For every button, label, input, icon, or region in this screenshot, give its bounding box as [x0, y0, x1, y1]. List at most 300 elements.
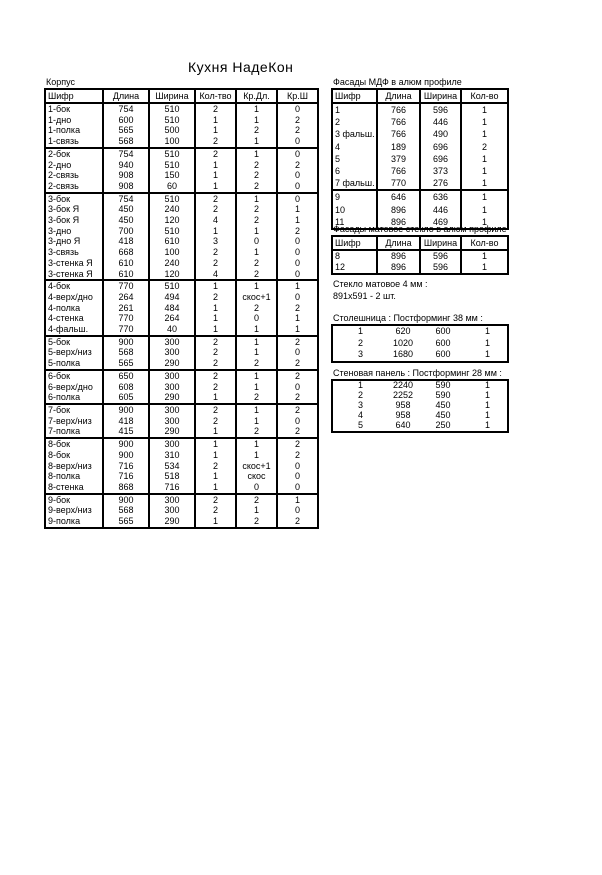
cell: 0: [277, 193, 318, 205]
table-row: [45, 160, 318, 171]
cell: 1: [484, 400, 490, 410]
cell: 1: [195, 226, 236, 237]
cell: 4: [195, 215, 236, 226]
cell: 1: [236, 280, 277, 292]
cell: 4-верх/дно: [48, 291, 93, 302]
cell: 510: [149, 103, 195, 115]
cell: 716: [103, 471, 149, 482]
table-row: [45, 170, 318, 181]
cell: 6-верх/дно: [48, 381, 93, 392]
table-row: [45, 505, 318, 516]
table-row: [332, 421, 508, 432]
cell: 1: [236, 404, 277, 416]
cell: 1: [195, 516, 236, 528]
cell: 770: [377, 177, 420, 190]
table-row: [332, 116, 508, 128]
cell: 2: [195, 461, 236, 472]
mdf-facades-label: Фасады МДФ в алюм профиле: [333, 77, 462, 87]
cell: 1020: [392, 337, 414, 348]
table-row: [45, 404, 318, 416]
cell: 2: [195, 370, 236, 382]
cell: 754: [103, 193, 149, 205]
cell: 770: [103, 313, 149, 324]
cell: 1: [461, 116, 508, 128]
cell: 640: [395, 420, 411, 430]
table-row: [45, 358, 318, 370]
cell: 565: [103, 516, 149, 528]
cell: 0: [277, 471, 318, 482]
column-header: Кол-во: [461, 89, 508, 103]
cell: 1: [277, 313, 318, 324]
cell: 766: [377, 116, 420, 128]
cell: 600: [103, 115, 149, 126]
cell: 300: [149, 505, 195, 516]
column-header: Длина: [377, 89, 420, 103]
cell: 2: [236, 358, 277, 370]
cell: 2: [277, 226, 318, 237]
cell: 510: [149, 160, 195, 171]
cell: 900: [103, 494, 149, 506]
cell: 600: [435, 349, 451, 359]
table-row: [45, 215, 318, 226]
table-row: [45, 292, 318, 303]
cell: 2: [195, 494, 236, 506]
cell: 1: [236, 450, 277, 461]
cell: 0: [277, 103, 318, 115]
column-header: Длина: [377, 236, 420, 250]
table-row: [332, 338, 508, 350]
cell: 300: [149, 416, 195, 427]
cell: 2: [277, 450, 318, 461]
cell: 596: [420, 250, 461, 262]
cell: 2: [195, 204, 236, 215]
cell: 418: [103, 236, 149, 247]
cell: 1: [335, 105, 341, 115]
cell: 1: [195, 170, 236, 181]
cell: 8-полка: [48, 471, 81, 482]
countertop-label: Столешница : Постформинг 38 мм :: [333, 313, 483, 323]
cell: 2: [195, 193, 236, 205]
cell: 0: [236, 482, 277, 494]
cell: 2: [236, 181, 277, 193]
cell: 264: [149, 313, 195, 324]
cell: 2-связь: [48, 170, 79, 181]
cell: 1: [195, 115, 236, 126]
cell: 2: [277, 516, 318, 528]
cell: 754: [103, 148, 149, 160]
cell: 605: [103, 392, 149, 404]
cell: 716: [149, 482, 195, 494]
cell: 300: [149, 438, 195, 450]
cell: 2: [195, 258, 236, 269]
table-row: [45, 471, 318, 482]
cell: 2: [195, 382, 236, 393]
cell: 900: [103, 336, 149, 348]
cell: 610: [103, 258, 149, 269]
cell: 2-бок: [45, 148, 103, 160]
cell: 484: [149, 303, 195, 314]
cell: 2: [236, 494, 277, 506]
cell: 534: [149, 461, 195, 472]
countertop-table: [331, 324, 509, 363]
cell: 1: [195, 426, 236, 438]
cell: 1: [461, 103, 508, 116]
cell: 5-полка: [48, 358, 81, 369]
cell: 7-полка: [48, 426, 81, 437]
cell: 896: [377, 250, 420, 262]
cell: 510: [149, 193, 195, 205]
cell: 3-дно: [48, 225, 72, 236]
cell: скос: [236, 471, 277, 482]
wall-panel-label: Стеновая панель : Постформинг 28 мм :: [333, 368, 502, 378]
cell: 1: [195, 438, 236, 450]
cell: 1: [195, 450, 236, 461]
cell: 868: [103, 482, 149, 494]
table-row: [332, 103, 508, 116]
cell: 2: [277, 125, 318, 136]
cell: 0: [277, 170, 318, 181]
cell: скос+1: [236, 461, 277, 472]
table-row: [45, 115, 318, 126]
table-row: [332, 401, 508, 411]
cell: 600: [435, 337, 451, 348]
cell: 4-фальш.: [48, 324, 89, 335]
column-header: Шифр: [335, 238, 361, 248]
cell: 2: [195, 347, 236, 358]
cell: 4-бок: [45, 280, 103, 292]
cell: 1: [277, 204, 318, 215]
cell: 1: [195, 482, 236, 494]
cell: 0: [277, 461, 318, 472]
cell: 450: [103, 204, 149, 215]
column-header: Шифр: [335, 91, 361, 101]
cell: 0: [236, 313, 277, 324]
cell: 2: [461, 141, 508, 153]
cell: 3-дно Я: [48, 236, 81, 247]
cell: 6-бок: [45, 370, 103, 382]
cell: 0: [277, 247, 318, 258]
cell: 1: [277, 324, 318, 336]
cell: 1-бок: [48, 104, 71, 114]
cell: 2: [195, 292, 236, 303]
cell: 2: [195, 416, 236, 427]
cell: 596: [420, 103, 461, 116]
cell: 1: [236, 505, 277, 516]
cell: 1: [195, 125, 236, 136]
cell: 240: [149, 258, 195, 269]
glass-note-line1: Стекло матовое 4 мм :: [333, 279, 428, 289]
cell: 8-верх/низ: [48, 460, 92, 471]
cell: 1: [277, 280, 318, 292]
cell: 6-полка: [48, 392, 81, 403]
cell: 1: [195, 280, 236, 292]
cell: 908: [103, 181, 149, 193]
cell: 0: [277, 416, 318, 427]
cell: 240: [149, 204, 195, 215]
cell: 1: [236, 370, 277, 382]
cell: 0: [277, 258, 318, 269]
cell: 5-верх/низ: [48, 347, 92, 358]
cell: 1: [461, 165, 508, 177]
cell: 0: [277, 269, 318, 281]
cell: 1: [236, 247, 277, 258]
cell: 3: [195, 236, 236, 247]
cell: 0: [236, 236, 277, 247]
cell: 3: [357, 400, 363, 410]
korpus-table: [44, 88, 319, 529]
cell: 518: [149, 471, 195, 482]
cell: 189: [377, 141, 420, 153]
column-header: Ширина: [420, 236, 461, 250]
cell: 2: [236, 392, 277, 404]
cell: 8-бок: [48, 449, 71, 460]
cell: 2: [195, 247, 236, 258]
cell: 2: [195, 358, 236, 370]
cell: 2: [195, 103, 236, 115]
cell: 766: [377, 103, 420, 116]
cell: 754: [103, 103, 149, 115]
cell: 896: [377, 216, 420, 229]
cell: 9-бок: [45, 494, 103, 506]
wall-panel-table: [331, 379, 509, 433]
cell: скос+1: [236, 292, 277, 303]
cell: 2: [277, 115, 318, 126]
cell: 0: [277, 482, 318, 494]
table-row: [45, 416, 318, 427]
column-header: Ширина: [149, 89, 195, 103]
table-row: [332, 411, 508, 421]
cell: 608: [103, 382, 149, 393]
cell: 2: [236, 204, 277, 215]
cell: 2: [236, 215, 277, 226]
cell: 1: [461, 177, 508, 190]
cell: 2: [277, 426, 318, 438]
cell: 1: [236, 347, 277, 358]
column-header: Ширина: [420, 89, 461, 103]
cell: 290: [149, 516, 195, 528]
cell: 568: [103, 505, 149, 516]
cell: 0: [277, 382, 318, 393]
table-row: [332, 190, 508, 203]
cell: 0: [277, 505, 318, 516]
cell: 2: [195, 404, 236, 416]
cell: 2: [195, 148, 236, 160]
column-header: Кр.Дл.: [236, 89, 277, 103]
cell: 1: [236, 148, 277, 160]
cell: 276: [420, 177, 461, 190]
table-row: [45, 303, 318, 314]
cell: 1: [195, 181, 236, 193]
cell: 3: [357, 349, 363, 359]
table-row: [45, 247, 318, 258]
korpus-label: Корпус: [46, 77, 76, 87]
cell: 1-связь: [48, 136, 79, 147]
cell: 610: [103, 269, 149, 281]
cell: 2-дно: [48, 159, 72, 170]
cell: 12: [335, 262, 346, 272]
page-title: Кухня НадеКон: [188, 59, 294, 75]
cell: 2: [236, 170, 277, 181]
cell: 490: [420, 128, 461, 140]
cell: 2: [277, 370, 318, 382]
cell: 620: [395, 326, 411, 336]
cell: 9-верх/низ: [48, 505, 92, 516]
cell: 716: [103, 461, 149, 472]
column-header: Шифр: [48, 91, 74, 101]
cell: 1: [461, 128, 508, 140]
table-row: [332, 177, 508, 190]
cell: 958: [395, 400, 411, 410]
cell: 0: [277, 236, 318, 247]
cell: 650: [103, 370, 149, 382]
cell: 3-стенка Я: [48, 257, 93, 268]
cell: 450: [103, 215, 149, 226]
cell: 310: [149, 450, 195, 461]
column-header: Кол-тво: [195, 89, 236, 103]
cell: 2: [195, 336, 236, 348]
cell: 1: [236, 336, 277, 348]
cell: 1: [484, 420, 490, 430]
cell: 250: [435, 420, 451, 430]
cell: 510: [149, 148, 195, 160]
cell: 510: [149, 280, 195, 292]
table-row: [45, 516, 318, 528]
cell: 596: [420, 262, 461, 274]
cell: 1-полка: [48, 125, 81, 136]
cell: 8-стенка: [48, 481, 84, 492]
cell: 590: [435, 390, 451, 400]
cell: 290: [149, 358, 195, 370]
cell: 264: [103, 292, 149, 303]
cell: 8-бок: [45, 438, 103, 450]
table-row: [45, 136, 318, 148]
cell: 766: [377, 165, 420, 177]
table-row: [332, 391, 508, 401]
cell: 1: [357, 326, 363, 336]
cell: 2: [277, 438, 318, 450]
cell: 40: [149, 324, 195, 336]
cell: 1: [195, 324, 236, 336]
cell: 565: [103, 125, 149, 136]
cell: 646: [377, 190, 420, 203]
cell: 2: [195, 136, 236, 148]
table-row: [45, 450, 318, 461]
cell: 450: [435, 410, 451, 420]
cell: 3-связь: [48, 247, 79, 258]
cell: 415: [103, 426, 149, 438]
cell: 1: [461, 204, 508, 216]
table-header-row: [332, 89, 508, 103]
cell: 2: [236, 269, 277, 281]
cell: 100: [149, 136, 195, 148]
cell: 7-бок: [45, 404, 103, 416]
table-row: [45, 438, 318, 450]
cell: 418: [103, 416, 149, 427]
cell: 1: [236, 115, 277, 126]
cell: 908: [103, 170, 149, 181]
table-row: [332, 325, 508, 338]
cell: 0: [277, 136, 318, 148]
cell: 2: [236, 303, 277, 314]
cell: 565: [103, 358, 149, 370]
cell: 636: [420, 190, 461, 203]
cell: 300: [149, 382, 195, 393]
cell: 120: [149, 269, 195, 281]
table-row: [45, 370, 318, 382]
cell: 1: [236, 193, 277, 205]
table-row: [45, 236, 318, 247]
cell: 1: [461, 153, 508, 165]
cell: 900: [103, 438, 149, 450]
table-row: [332, 250, 508, 262]
table-row: [45, 125, 318, 136]
cell: 2: [277, 358, 318, 370]
cell: 1: [484, 380, 490, 390]
cell: 100: [149, 247, 195, 258]
cell: 2240: [392, 380, 414, 390]
cell: 11: [335, 216, 345, 227]
cell: 600: [435, 326, 451, 336]
cell: 1: [277, 494, 318, 506]
cell: 2252: [392, 390, 414, 400]
cell: 2: [195, 505, 236, 516]
cell: 770: [103, 280, 149, 292]
cell: 9-полка: [48, 516, 81, 527]
table-row: [332, 349, 508, 362]
cell: 2: [335, 117, 341, 128]
table-row: [45, 426, 318, 438]
cell: 940: [103, 160, 149, 171]
table-row: [332, 165, 508, 177]
table-row: [332, 153, 508, 165]
glass-note-line2: 891х591 - 2 шт.: [333, 291, 396, 301]
cell: 261: [103, 303, 149, 314]
table-row: [45, 258, 318, 269]
cell: 2: [357, 390, 363, 400]
cell: 1: [461, 216, 508, 229]
cell: 510: [149, 226, 195, 237]
cell: 2: [277, 392, 318, 404]
cell: 9: [332, 190, 377, 203]
table-row: [45, 193, 318, 205]
cell: 1: [236, 226, 277, 237]
cell: 8: [335, 251, 341, 261]
cell: 5: [335, 153, 341, 164]
glass-facades-table: [331, 235, 509, 275]
table-row: [45, 313, 318, 324]
cell: 300: [149, 336, 195, 348]
cell: 7 фальш.: [335, 178, 375, 189]
table-row: [45, 148, 318, 160]
cell: 1: [195, 160, 236, 171]
cell: 1: [236, 136, 277, 148]
table-row: [45, 280, 318, 292]
cell: 900: [103, 404, 149, 416]
mdf-facades-table: [331, 88, 509, 230]
cell: 1: [236, 438, 277, 450]
cell: 60: [149, 181, 195, 193]
cell: 290: [149, 426, 195, 438]
cell: 1: [461, 190, 508, 203]
cell: 300: [149, 370, 195, 382]
cell: 1: [357, 380, 363, 390]
cell: 1: [484, 349, 490, 359]
cell: 568: [103, 347, 149, 358]
cell: 0: [277, 347, 318, 358]
cell: 1680: [392, 349, 414, 359]
table-row: [332, 204, 508, 216]
cell: 896: [377, 262, 420, 274]
